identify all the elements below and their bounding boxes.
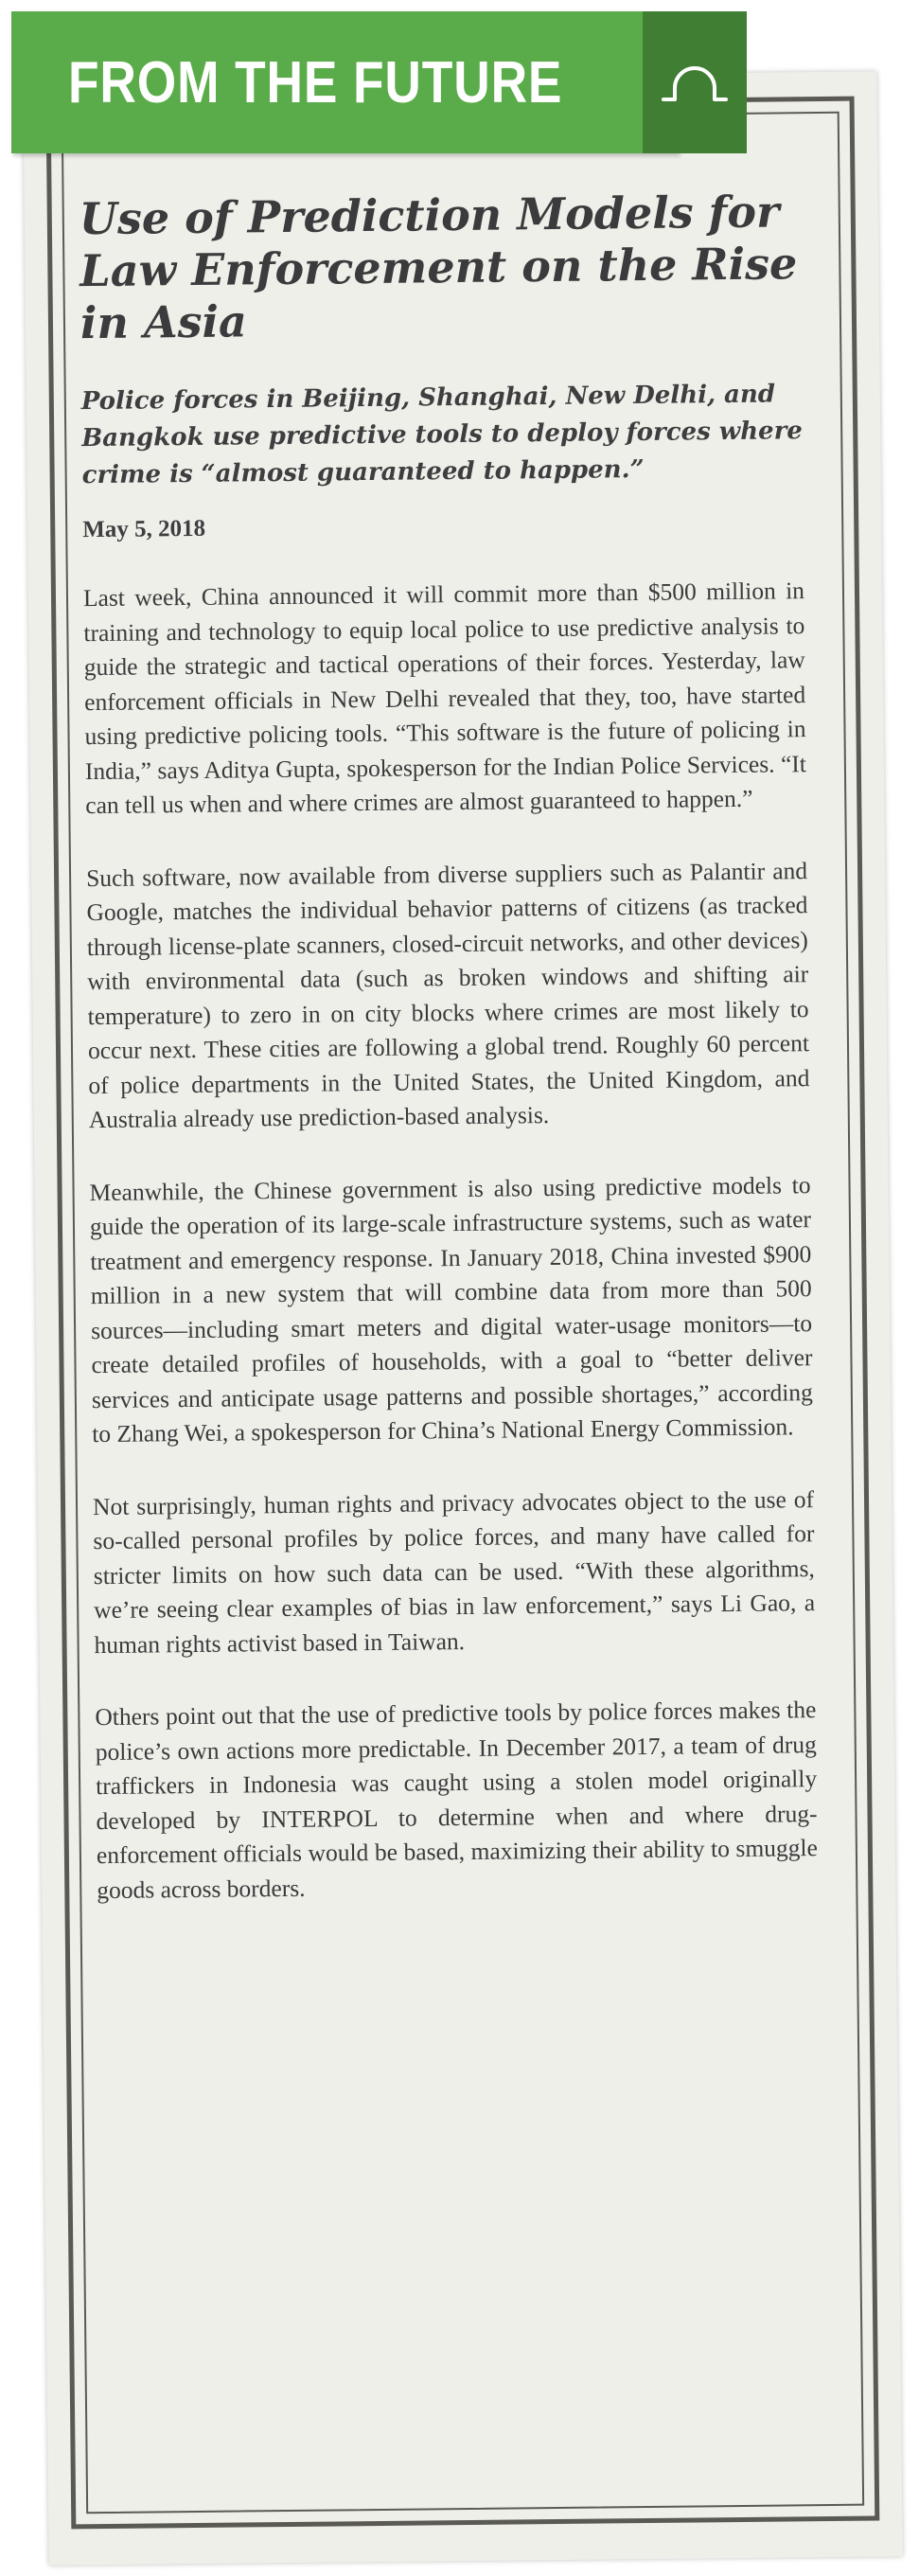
arch-icon xyxy=(643,44,747,120)
article-date: May 5, 2018 xyxy=(82,515,206,543)
banner-title: FROM THE FUTURE xyxy=(68,49,563,115)
article xyxy=(80,186,819,1945)
banner-title-area xyxy=(11,11,643,153)
article-paragraph: Last week, China announced it will commit more than $500 million in training and technology to equip local police to use predictive analysis to guide the strategic and tactical operations of their forces. Yesterday, law enforcement officials in New Delhi revealed that they, too, have started using predictive policing tools. “This software is the future of policing in India,” says Aditya Gupta, spokesperson for the Indian Police Services. “It can tell us when and where crimes are almost guaranteed to happen.” xyxy=(82,577,807,820)
article-paragraph: Others point out that the use of predictive tools by police forces makes the police’s own actions more predictable. In December 2017, a team of drug traffickers in Indonesia was caught using a stolen model originally developed by INTERPOL to determine when and where drug-enforcement officials would be based, maximizing their ability to smuggle goods across borders. xyxy=(95,1696,819,1904)
article-subhead: Police forces in Beijing, Shanghai, New Delhi, and Bangkok use predictive tools to deploy forces where crime is “almost guaranteed to happen.” xyxy=(80,380,804,490)
article-paragraph: Such software, now available from diverse suppliers such as Palantir and Google, matches the individual behavior patterns of citizens (as tracked through license-plate scanners, closed-circuit networks, and other devices) with environmental data (such as broken windows and shifting air temperature) to zero in on city blocks where crimes are most likely to occur next. These cities are following a global trend. Roughly 60 percent of police departments in the United States, the United Kingdom, and Australia already use prediction-based analysis. xyxy=(85,856,810,1134)
article-headline: Use of Prediction Models for Law Enforcement on the Rise in Asia xyxy=(79,186,798,349)
banner-icon-area xyxy=(643,11,747,153)
article-paragraph: Meanwhile, the Chinese government is also using predictive models to guide the operation of its large-scale infrastructure systems, such as water treatment and emergency response. In January 2018, China invested $900 million in a new system that will combine data from more than 500 sources—including smart meters and digital water-usage monitors—to create detailed profiles of households, with a goal to “better deliver services and anticipate usage patterns and possible shortages,” according to Zhang Wei, a spokesperson for China’s National Energy Commission. xyxy=(89,1170,813,1448)
newspaper-clipping xyxy=(23,71,902,2565)
section-banner xyxy=(11,11,679,153)
article-paragraph: Not surprisingly, human rights and privacy advocates object to the use of so-called personal profiles by police forces, and many have called for stricter limits on how such data can be used. “With these algorithms, we’re seeing clear examples of bias in law enforcement,” says Li Gao, a human rights activist based in Taiwan. xyxy=(92,1484,816,1659)
